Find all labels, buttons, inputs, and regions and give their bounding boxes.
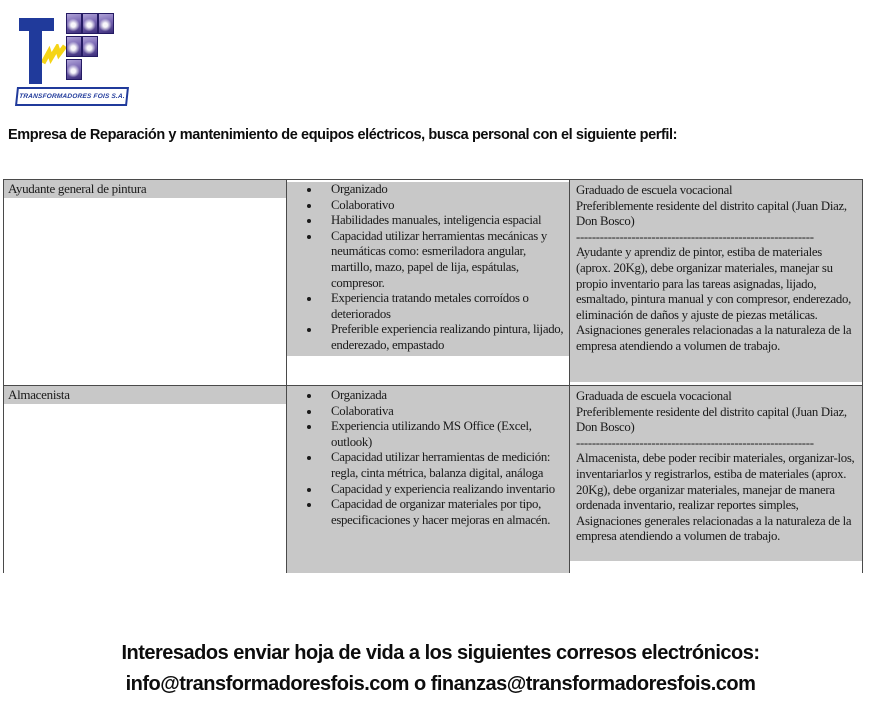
skill-item: • Colaborativa [321,404,565,420]
skill-item: • Habilidades manuales, inteligencia espacial [321,213,565,229]
logo-f-square [82,36,98,57]
skill-item: • Organizado [321,182,565,198]
dashed-divider: ------------------------------------------------------------ [576,435,814,450]
logo-f-square [66,36,82,57]
logo-f-square [98,13,114,34]
skill-item: • Colaborativo [321,198,565,214]
company-name: TRANSFORMADORES FOIS S.A. [18,93,126,100]
intro-text: Empresa de Reparación y mantenimiento de equipos eléctricos, busca personal con el siguiente perfil: [8,127,678,143]
table-row-2-position-cell [4,385,286,573]
table-row-1-skills-cell [286,180,569,385]
table-row-1-requirements-cell [569,180,862,385]
skills-list [287,388,569,528]
logo-f-square [66,59,82,80]
education-text: Graduada de escuela vocacional [576,389,732,403]
skill-item: • Capacidad utilizar herramientas de medición: regla, cinta métrica, balanza digital, análoga [321,450,565,481]
position-title: Almacenista [4,386,286,404]
dashed-divider: ------------------------------------------------------------ [576,229,814,244]
education-text: Graduado de escuela vocacional [576,183,733,197]
lightning-icon [42,44,68,68]
table-row-2-requirements-cell [569,385,862,573]
residence-text: Preferiblemente residente del distrito capital (Juan Diaz, Don Bosco) [576,198,847,229]
logo-f-square [66,13,82,34]
residence-text: Preferiblemente residente del distrito capital (Juan Diaz, Don Bosco) [576,404,847,435]
skill-item: • Organizada [321,388,565,404]
footer-contact [0,638,881,700]
skills-list [287,182,569,354]
skill-item: • Preferible experiencia realizando pintura, lijado, enderezado, empastado [321,322,565,353]
skill-item: • Capacidad de organizar materiales por tipo, especificaciones y hacer mejoras en almacén. [321,497,565,528]
skill-item: • Experiencia tratando metales corroídos o deteriorados [321,291,565,322]
job-description: Almacenista, debe poder recibir materiales, organizar-los, inventariarlos y registrarlos, estiba de materiales (aprox. 20Kg), debe organizar materiales, manejar de manera ordenada inventario, realizar reportes simples, Asignaciones generales relacionadas a la naturaleza de la empresa atendiendo a volumen de trabajo. [576,451,855,544]
footer-line-1: Interesados enviar hoja de vida a los siguientes corresos electrónicos: [121,642,760,664]
job-table [3,179,863,573]
company-logo [16,8,176,108]
job-description: Ayudante y aprendiz de pintor, estiba de materiales (aprox. 20Kg), debe organizar materiales, manejar su propio inventario para las tareas asignadas, lijado, esmaltado, pintura manual y con compresor, enderezado, eliminación de daños y ajuste de piezas metálicas. Asignaciones generales relacionadas a la naturaleza de la empresa atendiendo a volumen de trabajo. [576,245,852,353]
logo-letter-t-stem [29,18,42,84]
skill-item: • Experiencia utilizando MS Office (Excel, outlook) [321,419,565,450]
skill-item: • Capacidad utilizar herramientas mecánicas y neumáticas como: esmeriladora angular, martillo, mazo, papel de lija, espátulas, compresor. [321,229,565,291]
table-row-2-skills-cell [286,385,569,573]
position-title: Ayudante general de pintura [4,180,286,198]
logo-banner [15,87,129,106]
skill-item: • Capacidad y experiencia realizando inventario [321,482,565,498]
table-row-1-position-cell [4,180,286,385]
logo-f-square [82,13,98,34]
footer-emails: info@transformadoresfois.com o finanzas@transformadoresfois.com [125,673,756,695]
